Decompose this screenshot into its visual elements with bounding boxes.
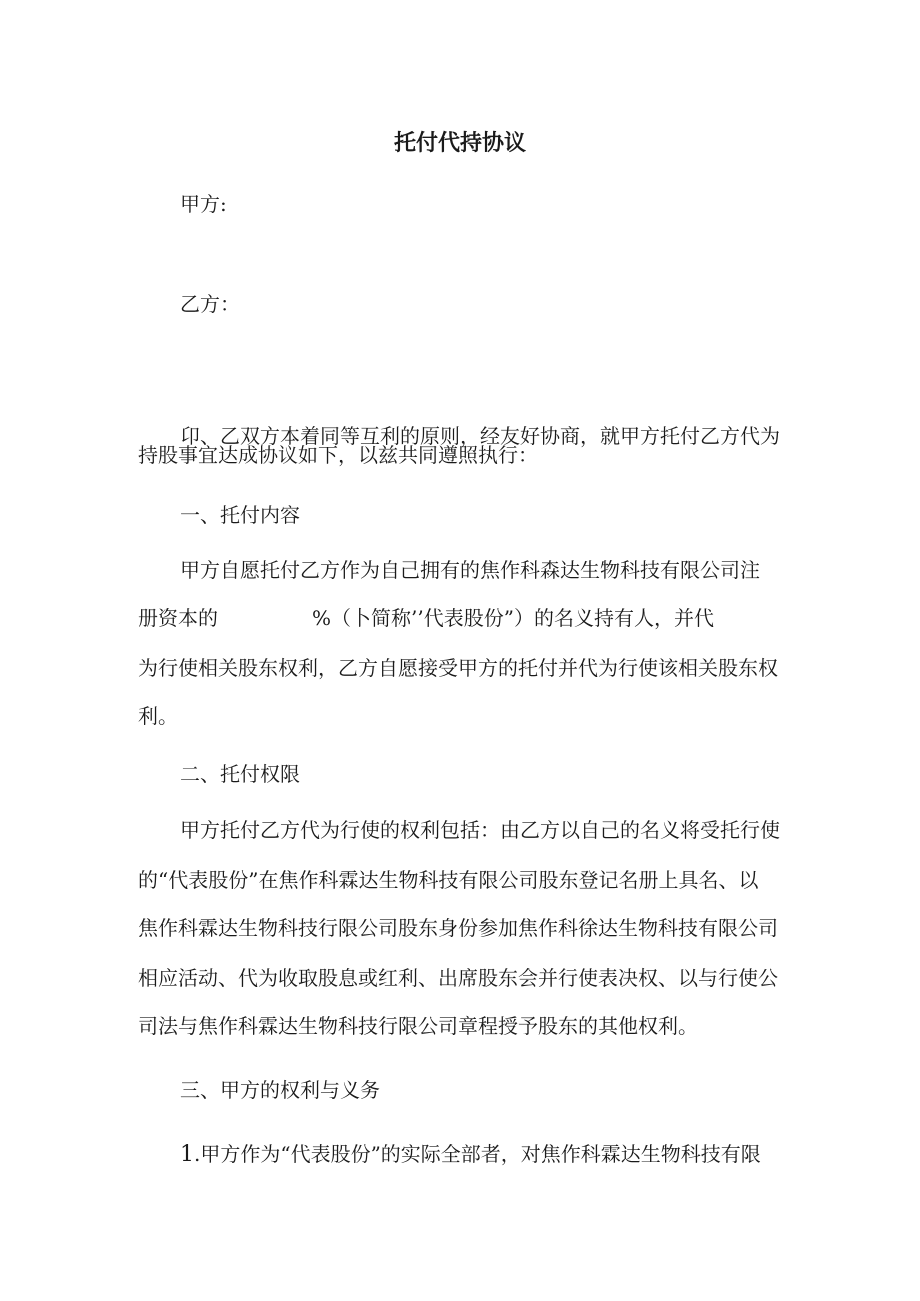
section-1-line-1: 甲方自愿托付乙方作为自己拥有的焦作科森达生物科技有限公司注 <box>180 558 760 582</box>
section-1-line-2 <box>138 604 714 632</box>
section-3-item-1-text: .甲方作为“代表股份”的实际全部者，对焦作科霖达生物科技有限 <box>194 1142 761 1166</box>
section-1-line-2-suffix: %（卜简称’’代表股份”）的名义持有人，并代 <box>312 606 714 630</box>
section-3-heading: 三、甲方的权利与义务 <box>180 1078 380 1102</box>
section-2-heading: 二、托付权限 <box>180 762 300 786</box>
section-2-line-1: 甲方托付乙方代为行使的权利包括：由乙方以自己的名义将受托行使 <box>180 818 780 842</box>
party-a-label: 甲方: <box>180 192 227 216</box>
section-2-line-3: 焦作科霖达生物科技行限公司股东身份参加焦作科徐达生物科技有限公司 <box>138 916 778 940</box>
section-2-line-4: 相应活动、代为收取股息或红利、出席股东会并行使表决权、以与行使公 <box>138 966 778 990</box>
section-2-line-5: 司法与焦作科霖达生物科技行限公司章程授予股东的其他权利。 <box>138 1014 698 1038</box>
section-1-line-2-prefix: 册资本的 <box>138 606 218 630</box>
section-2-line-2: 的“代表股份”在焦作科霖达生物科技有限公司股东登记名册上具名、以 <box>138 868 759 892</box>
intro-line-1: 卬、乙双方本着同等互利的原则，经友好协商，就甲方托付乙方代为 <box>180 424 780 448</box>
section-3-item-1-number: 1 <box>180 1142 194 1167</box>
section-1-heading: 一、托付内容 <box>180 503 300 527</box>
intro-line-2: 持股事宜达成协议如下，以兹共同遵照执行： <box>138 443 538 467</box>
section-1-line-3: 为行使相关股东权利，乙方自愿接受甲方的托付并代为行使该相关股东权 <box>138 656 778 680</box>
section-1-line-4: 利。 <box>138 704 178 728</box>
party-b-label: 乙方： <box>180 292 240 316</box>
section-3-item-1 <box>180 1140 761 1169</box>
document-title: 托付代持协议 <box>393 131 526 156</box>
